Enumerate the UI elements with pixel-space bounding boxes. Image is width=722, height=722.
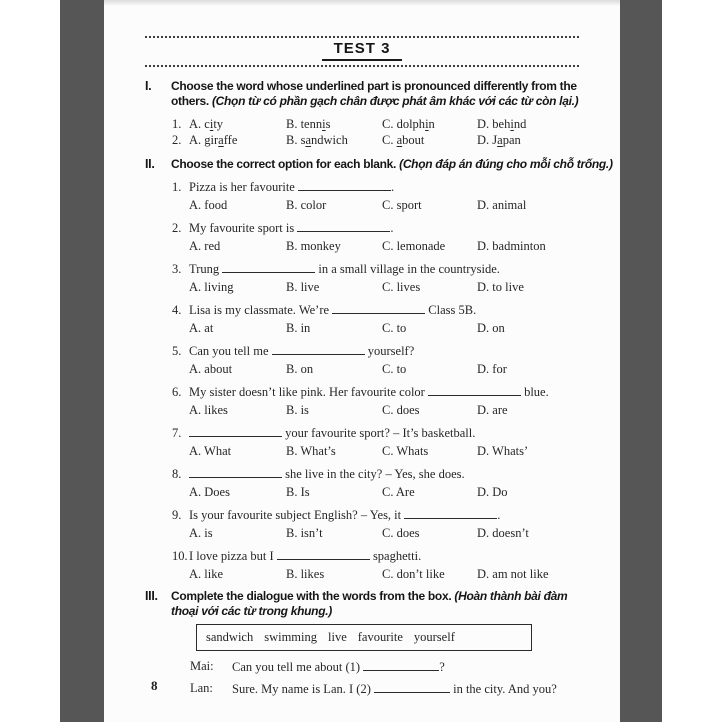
dialogue-text: in the city. And you?	[449, 682, 557, 696]
box-word: sandwich	[206, 630, 254, 644]
section-3-numeral: III.	[145, 589, 158, 603]
page-number: 8	[151, 678, 158, 693]
section-1-heading-en: Choose the word whose underlined part is pronounced differently from the others.	[171, 79, 577, 108]
stem-text: in a small village in the countryside.	[315, 262, 500, 276]
question-stem	[172, 547, 584, 565]
answer-option: B. is	[286, 403, 309, 417]
answer-blank	[297, 219, 390, 232]
answer-option: C. lemonade	[382, 239, 446, 253]
stem-text: Lisa is my classmate. We’re	[189, 303, 333, 317]
mc-question	[145, 260, 584, 296]
question-stem	[172, 178, 584, 196]
answer-option: D. am not like	[477, 567, 549, 581]
answer-option: B. monkey	[286, 239, 341, 253]
answer-option: D. animal	[477, 198, 527, 212]
stem-text: I love pizza but I	[189, 549, 277, 563]
stem-text: Is your favourite subject English? – Yes, it	[189, 508, 405, 522]
section-2-heading-en: Choose the correct option for each blank.	[171, 157, 397, 171]
word-box	[196, 624, 532, 651]
stem-text: Can you tell me	[189, 344, 272, 358]
stem-text: she live in the city? – Yes, she does.	[282, 467, 465, 481]
answer-blank	[404, 506, 497, 519]
box-word: swimming	[264, 630, 318, 644]
box-word: live	[328, 630, 347, 644]
section-1-questions	[145, 116, 584, 148]
answer-option: A. about	[189, 362, 233, 376]
answer-option: B. likes	[286, 567, 325, 581]
dialogue-text: ?	[439, 660, 445, 674]
answer-option: B. Is	[286, 485, 310, 499]
answer-blank	[222, 260, 315, 273]
mc-question	[145, 547, 584, 583]
answer-option: C. lives	[382, 280, 421, 294]
stem-text: My sister doesn’t like pink. Her favourite color	[189, 385, 428, 399]
pronunciation-question-row	[172, 116, 584, 132]
answer-option: D. are	[477, 403, 508, 417]
question-number: 5.	[172, 344, 182, 358]
underlined-letter: i	[425, 117, 429, 131]
answer-option: D. for	[477, 362, 507, 376]
question-stem	[172, 424, 584, 442]
answer-option: B. on	[286, 362, 314, 376]
answer-option: A. Does	[189, 485, 230, 499]
options-row	[189, 484, 584, 501]
stem-text: yourself?	[364, 344, 415, 358]
answer-option: D. Whats’	[477, 444, 529, 458]
answer-option: A. living	[189, 280, 234, 294]
section-2-numeral: II.	[145, 157, 155, 171]
dialogue-text: Can you tell me about (1)	[232, 660, 364, 674]
answer-blank	[428, 383, 521, 396]
answer-option: C. Are	[382, 485, 415, 499]
dialogue-line	[232, 658, 445, 676]
answer-option: A. like	[189, 567, 224, 581]
question-number: 6.	[172, 385, 182, 399]
answer-blank	[374, 680, 450, 693]
answer-option: A. is	[189, 526, 213, 540]
stem-text: .	[497, 508, 501, 522]
dialogue-line	[232, 680, 557, 698]
underlined-letter: a	[218, 133, 224, 147]
options-row	[189, 320, 584, 337]
answer-blank	[189, 424, 282, 437]
dialogue-row	[190, 680, 584, 698]
answer-option: C. does	[382, 403, 420, 417]
section-1-heading	[145, 79, 584, 109]
speaker-name: Mai:	[190, 659, 214, 673]
answer-blank	[272, 342, 365, 355]
options-row	[189, 361, 584, 378]
answer-option: D. Japan	[477, 133, 521, 147]
underlined-letter: a	[305, 133, 312, 147]
underlined-letter: i	[510, 117, 514, 131]
right-gray-bar	[620, 0, 662, 722]
answer-option: C. does	[382, 526, 420, 540]
mc-question	[145, 178, 584, 214]
test-title-banner	[145, 36, 579, 67]
options-row	[189, 238, 584, 255]
answer-option: A. likes	[189, 403, 228, 417]
section-2-heading-vi: (Chọn đáp án đúng cho mỗi chỗ trống.)	[399, 157, 613, 171]
question-stem	[172, 465, 584, 483]
answer-option: D. doesn’t	[477, 526, 529, 540]
answer-option: A. red	[189, 239, 221, 253]
options-row	[189, 279, 584, 296]
test-title: TEST 3	[322, 40, 403, 61]
options-row	[189, 197, 584, 214]
question-stem	[172, 301, 584, 319]
question-number: 4.	[172, 303, 182, 317]
question-stem	[172, 342, 584, 360]
answer-option: C. don’t like	[382, 567, 445, 581]
section-2-questions	[145, 178, 584, 583]
answer-option: B. tennis	[286, 117, 331, 131]
mc-question	[145, 301, 584, 337]
speaker-name: Lan:	[190, 681, 213, 695]
mc-question	[145, 383, 584, 419]
options-row	[189, 525, 584, 542]
question-number: 7.	[172, 426, 182, 440]
answer-blank	[298, 178, 391, 191]
section-3-heading	[145, 589, 584, 619]
left-gray-bar	[60, 0, 104, 722]
answer-option: D. behind	[477, 117, 527, 131]
options-row	[189, 402, 584, 419]
question-number: 9.	[172, 508, 182, 522]
stem-text: Pizza is her favourite	[189, 180, 298, 194]
answer-blank	[189, 465, 282, 478]
options-row	[189, 566, 584, 583]
answer-option: A. at	[189, 321, 214, 335]
answer-option: A. What	[189, 444, 232, 458]
answer-option: B. in	[286, 321, 311, 335]
answer-option: C. about	[382, 133, 425, 147]
stem-text: My favourite sport is	[189, 221, 298, 235]
stem-text: Trung	[189, 262, 223, 276]
section-1-heading-text	[171, 79, 584, 109]
question-stem	[172, 383, 584, 401]
answer-option: B. sandwich	[286, 133, 348, 147]
answer-option: D. on	[477, 321, 505, 335]
stem-text: spaghetti.	[369, 549, 422, 563]
section-2-heading-text	[171, 157, 613, 172]
dialogue-text: Sure. My name is Lan. I (2)	[232, 682, 374, 696]
answer-option: D. Do	[477, 485, 508, 499]
question-number: 2.	[172, 221, 182, 235]
answer-blank	[277, 547, 370, 560]
answer-option: C. dolphin	[382, 117, 435, 131]
section-1-numeral: I.	[145, 79, 152, 93]
mc-question	[145, 219, 584, 255]
section-3-heading-vi: (Hoàn thành bài đàm thoại với các từ trong khung.)	[171, 589, 568, 618]
answer-option: A. food	[189, 198, 228, 212]
answer-option: C. Whats	[382, 444, 429, 458]
underlined-letter: a	[396, 133, 403, 147]
answer-option: A. city	[189, 117, 224, 131]
stem-text: blue.	[520, 385, 549, 399]
question-stem	[172, 506, 584, 524]
answer-option: D. to live	[477, 280, 524, 294]
stem-text: .	[390, 221, 394, 235]
answer-option: A. giraffe	[189, 133, 238, 147]
mc-question	[145, 424, 584, 460]
answer-option: B. What’s	[286, 444, 336, 458]
question-number: 1.	[172, 180, 182, 194]
answer-blank	[332, 301, 425, 314]
answer-option: C. to	[382, 362, 407, 376]
section-1-heading-vi: (Chọn từ có phần gạch chân được phát âm khác với các từ còn lại.)	[211, 94, 579, 108]
pronunciation-question-row	[172, 132, 584, 148]
mc-question	[145, 342, 584, 378]
question-stem	[172, 260, 584, 278]
section-2-heading	[145, 157, 613, 172]
section-3-heading-en: Complete the dialogue with the words from the box.	[171, 589, 452, 603]
question-number: 1.	[172, 117, 182, 131]
answer-option: D. badminton	[477, 239, 546, 253]
page-content	[104, 0, 620, 698]
question-number: 8.	[172, 467, 182, 481]
answer-option: C. to	[382, 321, 407, 335]
stem-text: .	[390, 180, 395, 194]
stem-text: Class 5B.	[425, 303, 477, 317]
question-number: 2.	[172, 133, 182, 147]
dialogue-row	[190, 658, 584, 676]
options-row	[189, 443, 584, 460]
box-word: yourself	[413, 630, 455, 644]
underlined-letter: a	[497, 133, 503, 147]
mc-question	[145, 506, 584, 542]
question-number: 3.	[172, 262, 182, 276]
answer-option: B. color	[286, 198, 327, 212]
stem-text: your favourite sport? – It’s basketball.	[282, 426, 476, 440]
section-3-heading-text	[171, 589, 584, 619]
question-stem	[172, 219, 584, 237]
workbook-page	[104, 0, 620, 722]
underlined-letter: i	[322, 117, 326, 131]
mc-question	[145, 465, 584, 501]
underlined-letter: i	[209, 117, 214, 131]
answer-blank	[363, 658, 439, 671]
answer-option: B. isn’t	[286, 526, 323, 540]
answer-option: C. sport	[382, 198, 422, 212]
box-word: favourite	[357, 630, 403, 644]
question-number: 10.	[172, 549, 188, 563]
answer-option: B. live	[286, 280, 320, 294]
dialogue	[145, 658, 584, 698]
